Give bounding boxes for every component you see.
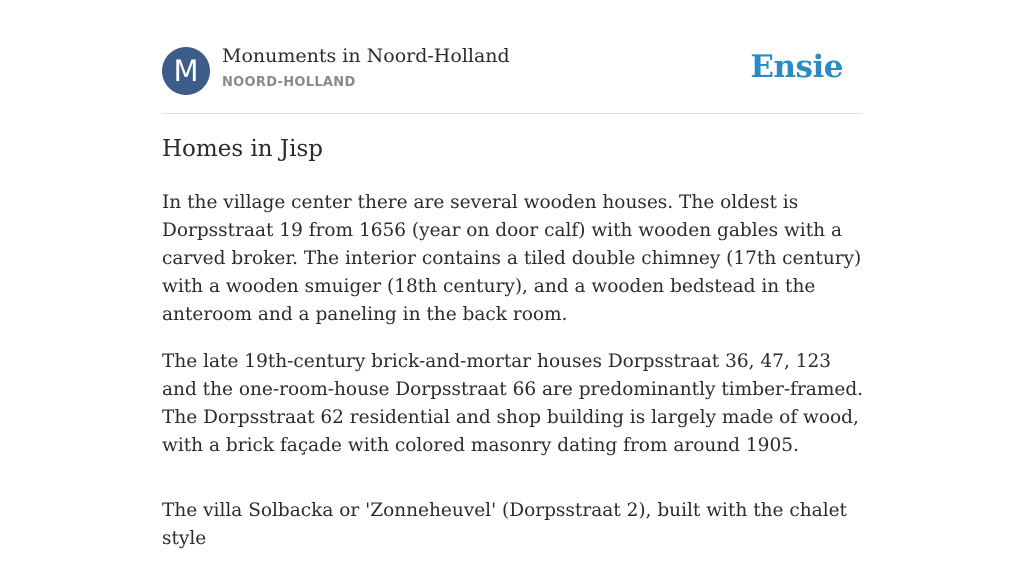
site-title-link[interactable]: Monuments in Noord-Holland — [222, 45, 510, 67]
article-paragraph: The villa Solbacka or 'Zonneheuvel' (Dorpsstraat 2), built with the chalet style — [162, 500, 847, 549]
article-title: Homes in Jisp — [162, 136, 324, 162]
article-paragraph: The late 19th-century brick-and-mortar houses Dorpsstraat 36, 47, 123 and the one-room-house Dorpsstraat 66 are predominantly timber-framed. The Dorpsstraat 62 residential and shop building is largely made of wood, with a brick façade with colored masonry dating from around 1905. — [162, 351, 864, 456]
site-subtitle: NOORD-HOLLAND — [222, 75, 356, 90]
avatar[interactable]: M — [162, 47, 210, 95]
header — [162, 0, 862, 114]
article-body — [162, 189, 868, 572]
content-container — [162, 0, 864, 549]
article-paragraph: In the village center there are several wooden houses. The oldest is Dorpsstraat 19 from 1656 (year on door calf) with wooden gables with a carved broker. The interior contains a tiled double chimney (17th century) with a wooden smuiger (18th century), and a wooden bedstead in the anteroom and a paneling in the back room. — [162, 192, 862, 325]
brand-logo[interactable]: Ensie — [750, 49, 843, 85]
